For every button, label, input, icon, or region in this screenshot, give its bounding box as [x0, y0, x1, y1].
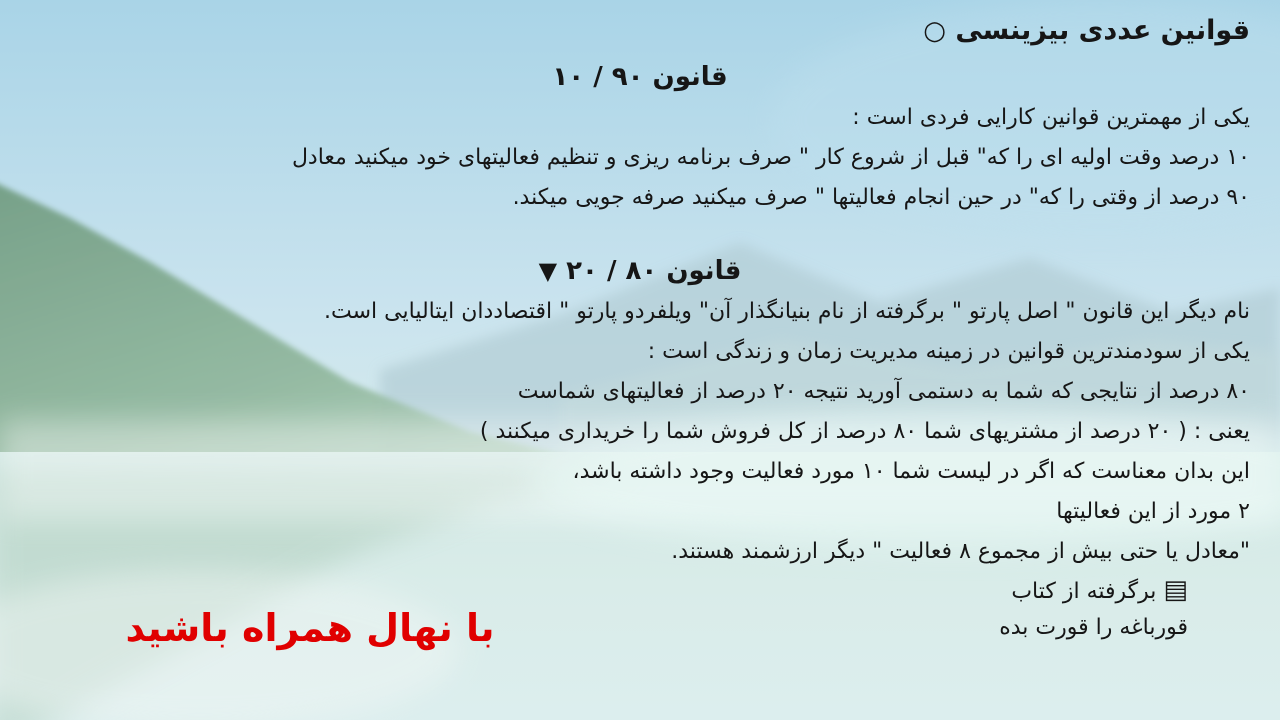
section-gap — [30, 218, 1250, 250]
body-line: این بدان معناست که اگر در لیست شما ۱۰ مورد فعالیت وجود داشته باشد، — [572, 459, 1250, 484]
body-line: ۲ مورد از این فعالیتها — [1056, 499, 1250, 524]
slide-text-block — [30, 6, 1250, 646]
body-line: یکی از مهمترین قوانین کارایی فردی است : — [852, 105, 1250, 130]
body-line: یکی از سودمندترین قوانین در زمینه مدیریت زمان و زندگی است : — [647, 339, 1250, 364]
circle-bullet-icon: ○ — [923, 16, 946, 46]
watermark-text: با نهال همراه باشید — [125, 606, 495, 650]
triangle-bullet-icon: ▼ — [538, 257, 558, 285]
body-line: ۸۰ درصد از نتایجی که شما به دستمی آورید نتیجه ۲۰ درصد از فعالیتهای شماست — [517, 379, 1250, 404]
body-line: ۹۰ درصد از وقتی را که" در حین انجام فعالیتها " صرف میکنید صرفه جویی میکند. — [512, 185, 1250, 210]
body-line: "معادل یا حتی بیش از مجموع ۸ فعالیت " دیگر ارزشمند هستند. — [671, 539, 1250, 564]
book-icon: ▤ — [1163, 575, 1188, 605]
source-book-line — [30, 572, 1250, 610]
body-line: ۱۰ درصد وقت اولیه ای را که" قبل از شروع کار " صرف برنامه ریزی و تنظیم فعالیتهای خود میکنید معادل — [291, 145, 1250, 170]
body-line: یعنی : ( ۲۰ درصد از مشتریهای شما ۸۰ درصد از کل فروش شما را خریداری میکنند ) — [479, 419, 1250, 444]
source-book-text: برگرفته از کتاب — [1011, 579, 1157, 604]
law-90-10-heading-text: قانون ۹۰ / ۱۰ — [552, 62, 728, 92]
source-book-title: قورباغه را قورت بده — [999, 615, 1188, 640]
slide-title — [30, 6, 1250, 56]
slide-title-text: قوانین عددی بیزینسی — [955, 15, 1250, 46]
law-80-20-heading-text: قانون ۸۰ / ۲۰ — [566, 256, 742, 286]
law-90-10-heading — [30, 56, 1250, 98]
body-line: نام دیگر این قانون " اصل پارتو " برگرفته از نام بنیانگذار آن" ویلفردو پارتو " اقتصاددان ایتالیایی است. — [324, 299, 1250, 324]
law-80-20-heading — [30, 250, 1250, 292]
